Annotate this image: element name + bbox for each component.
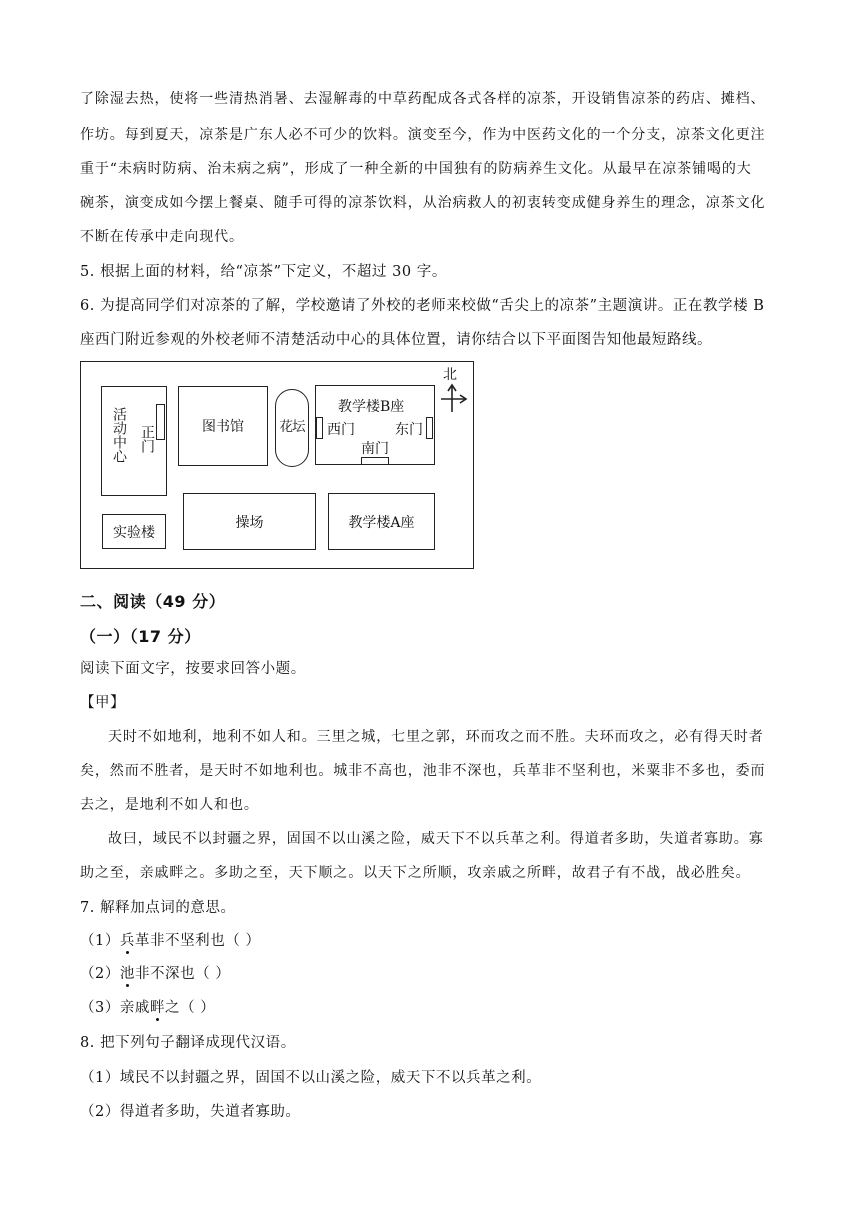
playground-label: 操场 xyxy=(235,514,264,531)
classical-line-5: 助之至，亲戚畔之。多助之至，天下顺之。以天下之所顺，攻亲戚之所畔，故君子有不战，战必胜矣。 xyxy=(80,865,751,881)
flowerbed-label: 花坛 xyxy=(279,419,305,436)
question-7-item-3 xyxy=(80,996,215,1017)
classical-line-1: 天时不如地利，地利不如人和。三里之城，七里之郭，环而攻之而不胜。夫环而攻之，必有得天时者 xyxy=(108,729,764,745)
playground-box xyxy=(183,493,316,550)
question-8-item-1: （1）域民不以封疆之界，固国不以山溪之险，威天下不以兵革之利。 xyxy=(80,1070,542,1086)
jia-label: 【甲】 xyxy=(80,695,126,711)
passage-line-1: 了除湿去热，使将一些清热消暑、去湿解毒的中草药配成各式各样的凉茶，开设销售凉茶的药店、摊档、 xyxy=(80,91,766,107)
library-label: 图书馆 xyxy=(202,419,244,435)
activity-center-label: 活动中心 xyxy=(111,407,127,463)
item-3-dotted-char: 畔 xyxy=(149,1000,166,1016)
section-2-heading: 二、阅读（49 分） xyxy=(80,592,226,611)
question-7-item-2 xyxy=(80,962,230,983)
main-gate-door xyxy=(156,404,165,440)
part-1-heading: （一）（17 分） xyxy=(80,627,201,646)
classical-line-4: 故曰，域民不以封疆之界，固国不以山溪之险，威天下不以兵革之利。得道者多助，失道者寡助。寡 xyxy=(108,831,764,847)
question-8: 8. 把下列句子翻译成现代汉语。 xyxy=(80,1035,296,1051)
passage-line-2: 作坊。每到夏天，凉茶是广东人必不可少的饮料。演变至今，作为中医药文化的一个分支，凉茶文化更注 xyxy=(80,127,766,143)
west-gate-door xyxy=(316,417,323,439)
east-gate-door xyxy=(426,417,433,439)
main-gate-label: 正门 xyxy=(139,425,155,453)
passage-line-5: 不断在传承中走向现代。 xyxy=(80,229,244,245)
south-gate-label: 南门 xyxy=(361,441,389,457)
lab-label: 实验楼 xyxy=(113,524,155,541)
question-8-item-2: （2）得道者多助，失道者寡助。 xyxy=(80,1104,301,1120)
question-7-item-1 xyxy=(80,929,261,950)
building-a-label: 教学楼A座 xyxy=(348,514,415,531)
item-2-dotted-char: 池 xyxy=(119,966,135,982)
north-arrow-icon xyxy=(439,382,471,412)
question-6-line-1: 6. 为提高同学们对凉茶的了解，学校邀请了外校的老师来校做“舌尖上的凉茶”主题演讲。正在教学楼 B xyxy=(80,298,765,314)
classical-line-2: 矣，然而不胜者，是天时不如地利也。城非不高也，池非不深也，兵革非不坚利也，米粟非不多也，委而 xyxy=(80,763,766,779)
item-1-dotted-char: 兵 xyxy=(119,933,135,949)
item-2-number: （2） xyxy=(80,966,120,982)
campus-map xyxy=(80,361,474,569)
reading-instruction: 阅读下面文字，按要求回答小题。 xyxy=(80,661,306,677)
item-3-text: 之（ ） xyxy=(165,1000,216,1016)
passage-line-3: 重于“未病时防病、治未病之病”，形成了一种全新的中国独有的防病养生文化。从最早在凉茶铺喝的大 xyxy=(80,161,752,177)
item-1-text: 革非不坚利也（ ） xyxy=(134,933,261,949)
item-2-text: 非不深也（ ） xyxy=(134,966,231,982)
west-gate-label: 西门 xyxy=(327,422,355,438)
building-a-box xyxy=(328,493,435,550)
east-gate-label: 东门 xyxy=(395,422,423,438)
south-gate-door xyxy=(361,457,389,465)
item-3-number: （3）亲戚 xyxy=(80,1000,150,1016)
item-1-number: （1） xyxy=(80,933,120,949)
question-6-line-2: 座西门附近参观的外校老师不清楚活动中心的具体位置，请你结合以下平面图告知他最短路线。 xyxy=(80,332,713,348)
library-box xyxy=(178,386,268,466)
building-b-label: 教学楼B座 xyxy=(338,399,405,415)
question-5: 5. 根据上面的材料，给“凉茶”下定义，不超过 30 字。 xyxy=(80,264,447,280)
lab-box xyxy=(102,514,166,549)
classical-line-3: 去之，是地利不如人和也。 xyxy=(80,797,259,813)
building-b-box xyxy=(315,385,435,465)
activity-center-box xyxy=(101,386,167,496)
passage-line-4: 碗茶，演变成如今摆上餐桌、随手可得的凉茶饮料，从治病救人的初衷转变成健身养生的理念，凉茶文化 xyxy=(80,195,766,211)
north-label: 北 xyxy=(443,367,457,383)
flowerbed-box xyxy=(275,389,309,467)
question-7: 7. 解释加点词的意思。 xyxy=(80,900,236,916)
